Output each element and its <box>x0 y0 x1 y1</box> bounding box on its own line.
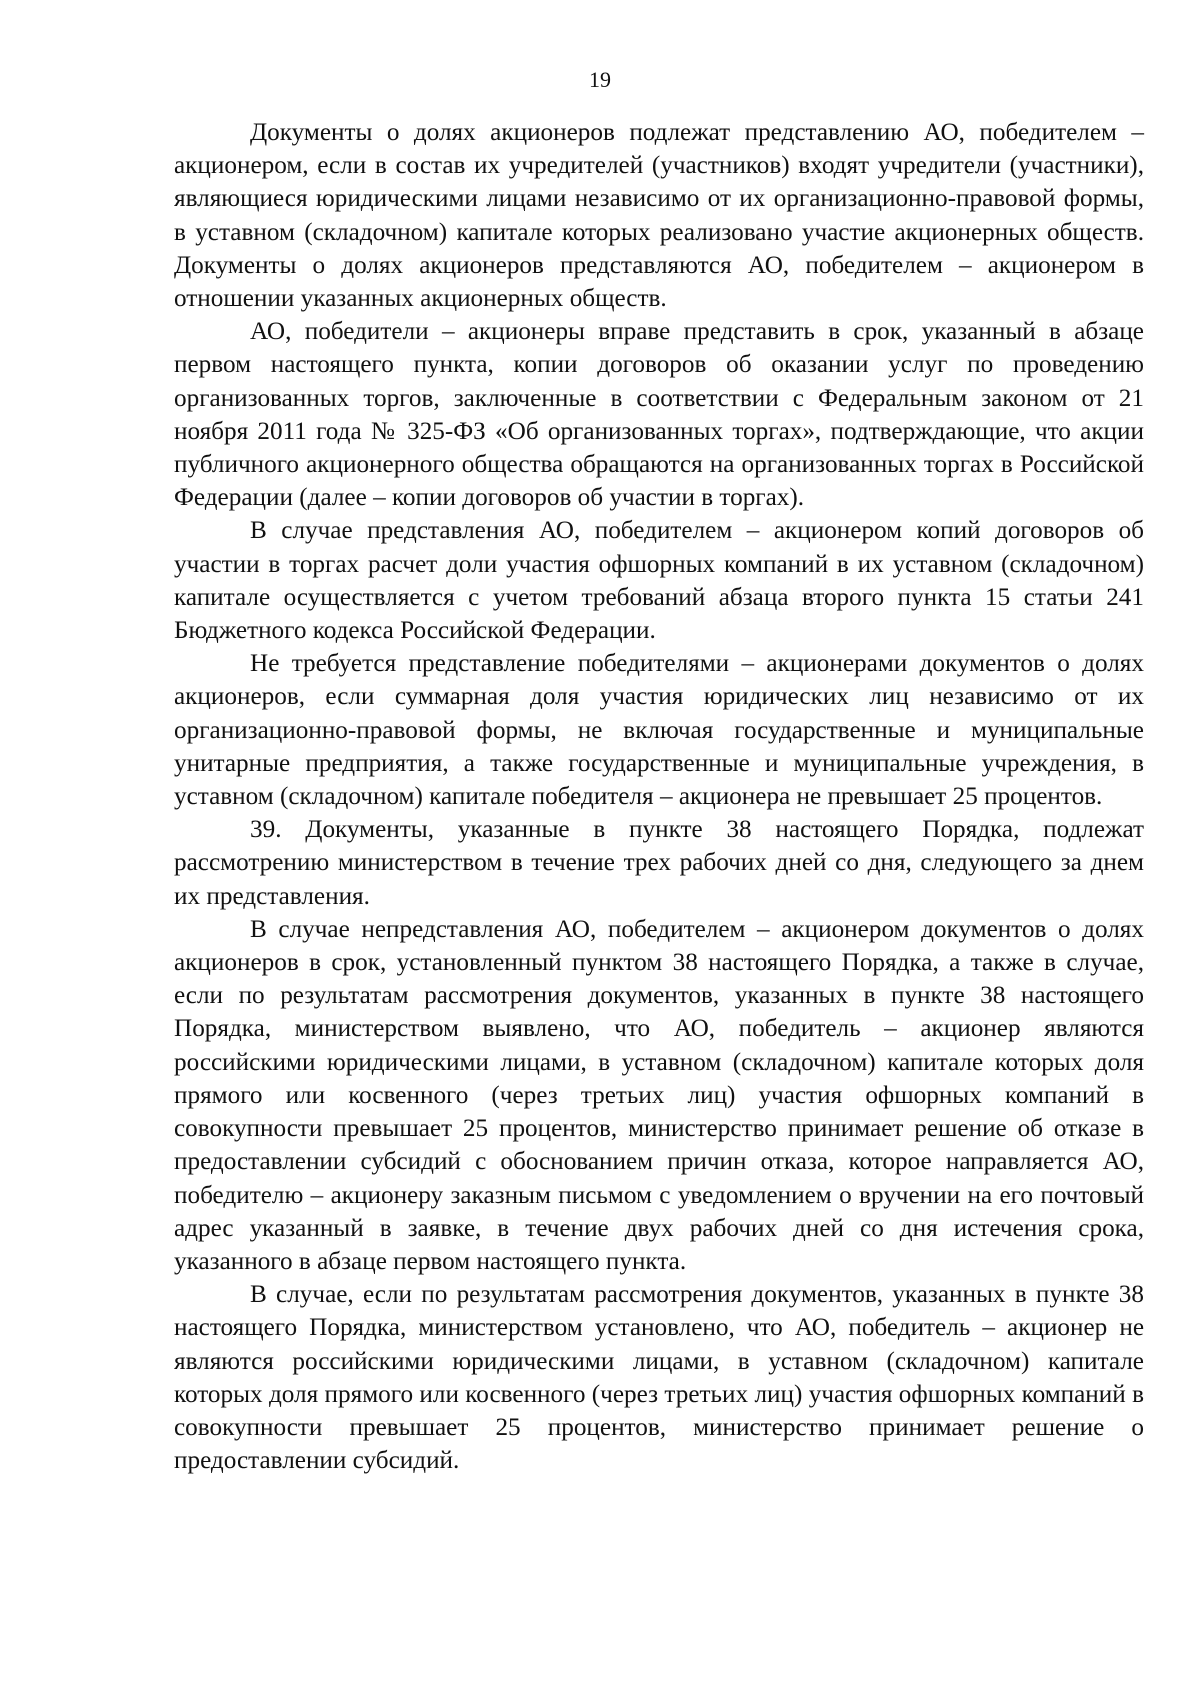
document-body <box>174 116 1144 1477</box>
paragraph-trading-contracts: АО, победители – акционеры вправе представить в срок, указанный в абзаце первом настоящего пункта, копии договоров об оказании услуг по проведению организованных торгов, заключенные в соответствии с Федеральным законом от 21 ноября 2011 года № 325-ФЗ «Об организованных торгах», подтверждающие, что акции публичного акционерного общества обращаются на организованных торгах в Российской Федерации (далее – копии договоров об участии в торгах). <box>174 318 1144 512</box>
page-number: 19 <box>589 67 611 92</box>
paragraph-grant-decision: В случае, если по результатам рассмотрения документов, указанных в пункте 38 настоящего Порядка, министерством установлено, что АО, победитель – акционер не являются российскими юридическими лицами, в уставном (складочном) капитале которых доля прямого или косвенного (через третьих лиц) участия офшорных компаний в совокупности превышает 25 процентов, министерство принимает решение о предоставлении субсидий. <box>174 1281 1144 1475</box>
paragraph-offshore-share-calculation: В случае представления АО, победителем – акционером копий договоров об участии в торгах расчет доли участия офшорных компаний в их уставном (складочном) капитале осуществляется с учетом требований абзаца второго пункта 15 статьи 241 Бюджетного кодекса Российской Федерации. <box>174 517 1144 645</box>
paragraph-shareholder-documents: Документы о долях акционеров подлежат представлению АО, победителем – акционером, если в состав их учредителей (участников) входят учредители (участники), являющиеся юридическими лицами независимо от их организационно-правовой формы, в уставном (складочном) капитале которых реализовано участие акционерных обществ. Документы о долях акционеров представляются АО, победителем – акционером в отношении указанных акционерных обществ. <box>174 119 1144 313</box>
paragraph-refusal-decision: В случае непредставления АО, победителем – акционером документов о долях акционеров в срок, установленный пунктом 38 настоящего Порядка, а также в случае, если по результатам рассмотрения документов, указанных в пункте 38 настоящего Порядка, министерством выявлено, что АО, победитель – акционер являются российскими юридическими лицами, в уставном (складочном) капитале которых доля прямого или косвенного (через третьих лиц) участия офшорных компаний в совокупности превышает 25 процентов, министерство принимает решение об отказе в предоставлении субсидий с обоснованием причин отказа, которое направляется АО, победителю – акционеру заказным письмом с уведомлением о вручении на его почтовый адрес указанный в заявке, в течение двух рабочих дней со дня истечения срока, указанного в абзаце первом настоящего пункта. <box>174 915 1144 1275</box>
paragraph-documents-not-required: Не требуется представление победителями – акционерами документов о долях акционеров, если суммарная доля участия юридических лиц независимо от их организационно-правовой формы, не включая государственные и муниципальные унитарные предприятия, а также государственные и муниципальные учреждения, в уставном (складочном) капитале победителя – акционера не превышает 25 процентов. <box>174 650 1144 811</box>
paragraph-item-39-review: 39. Документы, указанные в пункте 38 настоящего Порядка, подлежат рассмотрению министерством в течение трех рабочих дней со дня, следующего за днем их представления. <box>174 816 1144 910</box>
